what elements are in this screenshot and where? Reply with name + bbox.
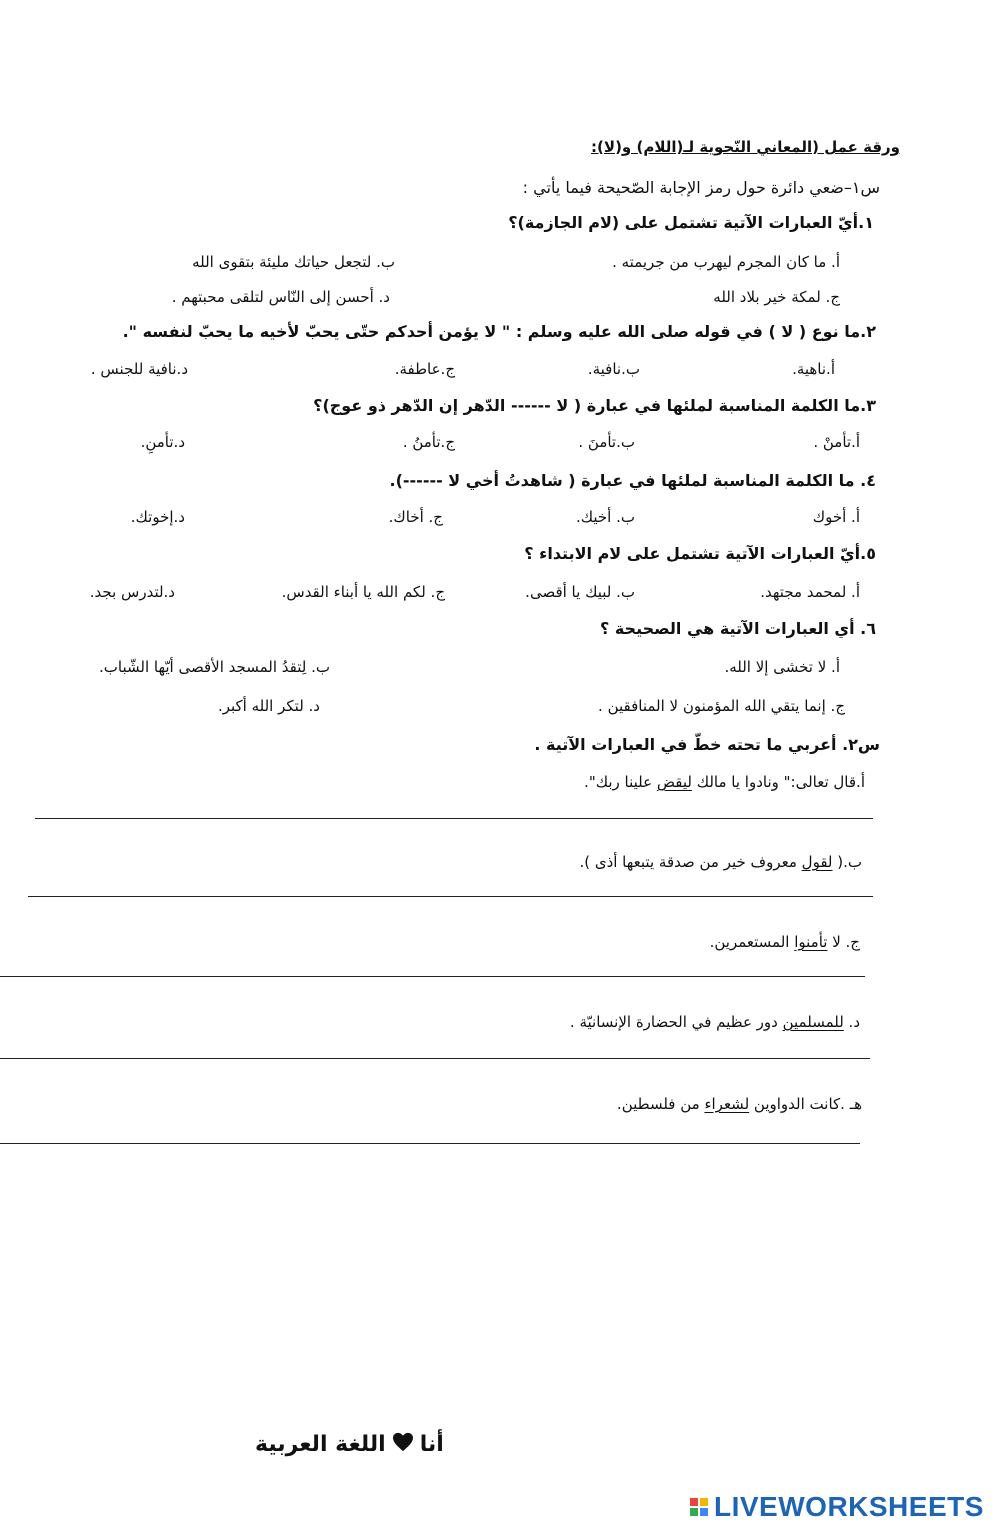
q2-option-d[interactable]: د.نافية للجنس . (90, 360, 188, 378)
parse-item-e-target: لشعراء (704, 1095, 750, 1113)
heart-icon (392, 1432, 414, 1458)
parse-item-c-before: ج. لا (827, 933, 860, 951)
worksheet-title: ورقة عمل (المعاني النّحوية لـ(اللام) و(لا): (591, 138, 900, 156)
q3-option-d[interactable]: د.تأمنِ. (140, 433, 185, 451)
q3-option-c[interactable]: ج.تأمنُ . (402, 433, 455, 451)
q1-option-b[interactable]: ب. لتجعل حياتك مليئة بتقوى الله (192, 253, 395, 271)
parse-item-d (570, 1013, 860, 1031)
question-5: ٥.أيّ العبارات الآتية تشتمل على لام الابتداء ؟ (524, 544, 876, 563)
q2-option-b[interactable]: ب.نافية. (587, 360, 640, 378)
q1-option-c[interactable]: ج. لمكة خير بلاد الله (713, 288, 840, 306)
answer-line-a[interactable] (35, 818, 873, 819)
section1-instruction: س١–ضعي دائرة حول رمز الإجابة الصّحيحة فيما يأتي : (522, 178, 880, 197)
answer-line-d[interactable] (0, 1058, 870, 1059)
footer-slogan-arabic: اللغة العربية (255, 1432, 386, 1457)
parse-item-d-before: د. (843, 1013, 860, 1031)
parse-item-c (710, 933, 860, 951)
parse-item-e-before: هـ .كانت الدواوين (749, 1095, 862, 1113)
parse-item-d-target: للمسلمين (782, 1013, 844, 1031)
parse-item-a (584, 773, 865, 791)
q2-option-c[interactable]: ج.عاطفة. (394, 360, 455, 378)
parse-item-e (617, 1095, 862, 1113)
q6-option-c[interactable]: ج. إنما يتقي الله المؤمنون لا المنافقين . (598, 697, 845, 715)
question-2: ٢.ما نوع ( لا ) في قوله صلى الله عليه وسلم : " لا يؤمن أحدكم حتّى يحبّ لأخيه ما يحبّ لنفسه ". (122, 322, 876, 341)
parse-item-b-before: ب.( (832, 853, 862, 871)
q3-option-b[interactable]: ب.تأمنَ . (578, 433, 635, 451)
answer-line-c[interactable] (0, 976, 865, 977)
logo-grid-icon (690, 1498, 708, 1516)
q5-option-a[interactable]: أ. لمحمد مجتهد. (760, 583, 860, 601)
section2-title: س٢. أعربي ما تحته خطّ في العبارات الآتية . (534, 735, 880, 754)
q1-option-a[interactable]: أ. ما كان المجرم ليهرب من جريمته . (612, 253, 840, 271)
q1-option-d[interactable]: د. أحسن إلى النّاس لتلقى محبتهم . (171, 288, 390, 306)
parse-item-e-after: من فلسطين. (616, 1095, 705, 1113)
parse-item-b (579, 853, 862, 871)
q3-option-a[interactable]: أ.تأمنْ . (813, 433, 860, 451)
parse-item-a-before: أ.قال تعالى:" ونادوا يا مالك (691, 773, 865, 791)
q4-option-a[interactable]: أ. أخوك (812, 508, 860, 526)
q4-option-b[interactable]: ب. أخيك. (575, 508, 635, 526)
q5-option-c[interactable]: ج. لكم الله يا أبناء القدس. (281, 583, 445, 601)
question-6: ٦. أي العبارات الآتية هي الصحيحة ؟ (599, 619, 876, 638)
q5-option-b[interactable]: ب. لبيك يا أقصى. (525, 583, 635, 601)
question-4: ٤. ما الكلمة المناسبة لملئها في عبارة ( شاهدتُ أخي لا ------). (389, 471, 876, 490)
liveworksheets-logo[interactable] (690, 1491, 984, 1523)
answer-line-b[interactable] (28, 896, 873, 897)
q4-option-d[interactable]: د.إخوتك. (130, 508, 185, 526)
parse-item-a-after: علينا ربك". (584, 773, 657, 791)
question-1: ١.أيّ العبارات الآتية تشتمل على (لام الجازمة)؟ (508, 213, 874, 232)
q6-option-d[interactable]: د. لتكر الله أكبر. (217, 697, 320, 715)
q2-option-a[interactable]: أ.ناهية. (792, 360, 835, 378)
brand-name: LIVEWORKSHEETS (714, 1491, 984, 1522)
q4-option-c[interactable]: ج. أخاك. (388, 508, 443, 526)
footer-slogan-ana: أنا (419, 1432, 444, 1457)
q6-option-b[interactable]: ب. لِتقدُ المسجد الأقصى أيّها الشّباب. (99, 658, 330, 676)
parse-item-c-target: تأمنوا (794, 933, 828, 951)
parse-item-b-after: معروف خير من صدقة يتبعها أذى ). (579, 853, 802, 871)
parse-item-c-after: المستعمرين. (709, 933, 795, 951)
answer-line-e[interactable] (0, 1143, 860, 1144)
q6-option-a[interactable]: أ. لا تخشى إلا الله. (724, 658, 840, 676)
q5-option-d[interactable]: د.لتدرس بجد. (89, 583, 175, 601)
parse-item-d-after: دور عظيم في الحضارة الإنسانيّة . (569, 1013, 783, 1031)
parse-item-b-target: لقول (801, 853, 833, 871)
footer-slogan (255, 1432, 444, 1458)
parse-item-a-target: ليقض (656, 773, 692, 791)
question-3: ٣.ما الكلمة المناسبة لملئها في عبارة ( لا ------ الدّهر إن الدّهر ذو عوج)؟ (313, 396, 876, 415)
